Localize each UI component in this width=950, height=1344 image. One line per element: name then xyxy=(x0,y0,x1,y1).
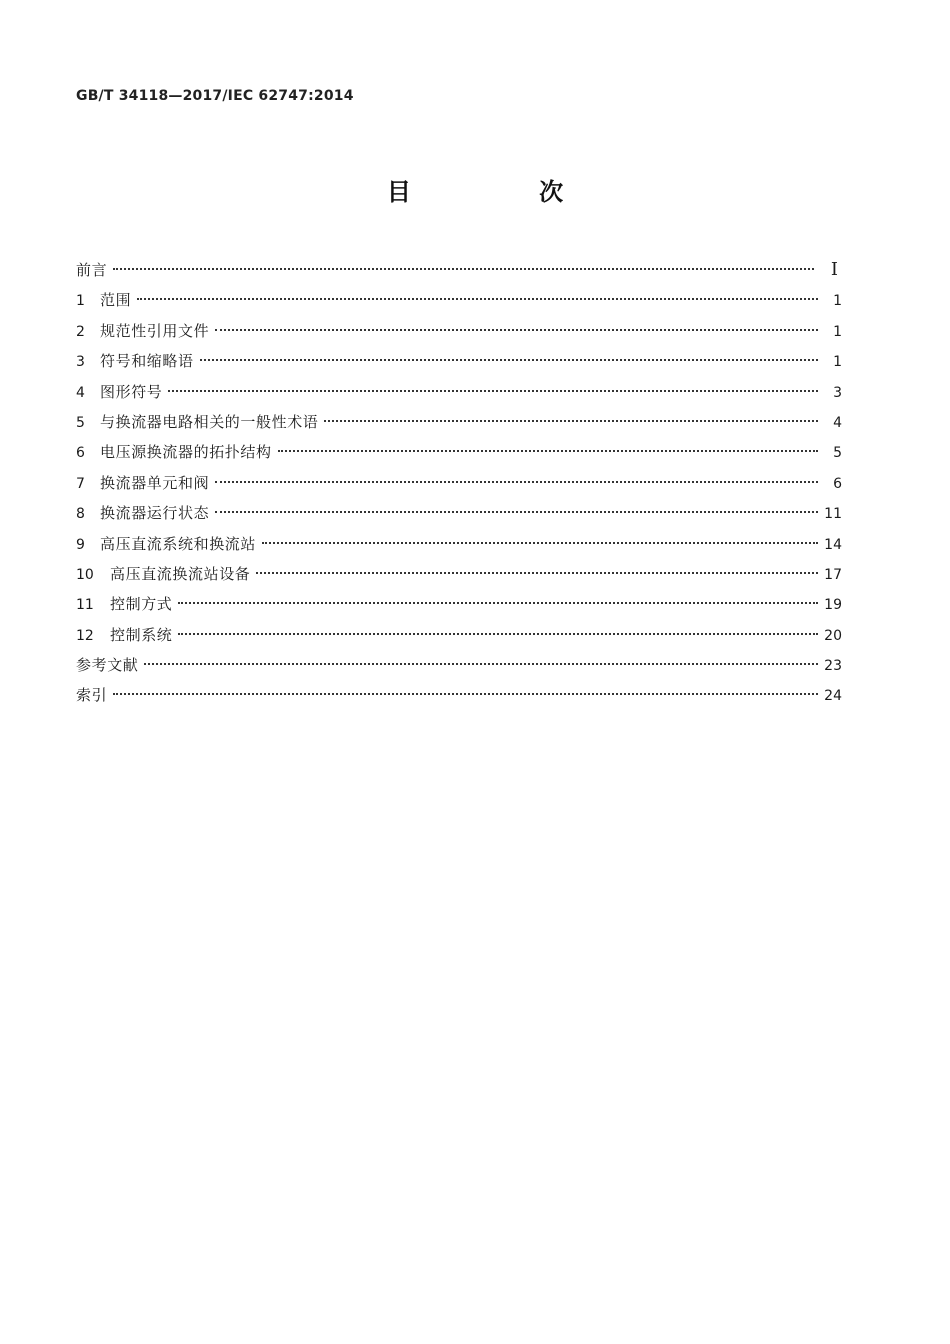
toc-entry-label: 控制方式 xyxy=(110,595,173,614)
dot-leader xyxy=(215,511,818,513)
toc-entry[interactable] xyxy=(76,498,842,528)
toc-entry-page: 11 xyxy=(824,506,842,523)
dot-leader xyxy=(178,633,818,635)
toc-entry-number: 12 xyxy=(76,627,94,644)
toc-entry-number: 1 xyxy=(76,293,85,310)
toc-entry-label: 前言 xyxy=(76,261,108,279)
toc-entry[interactable] xyxy=(76,620,842,650)
dot-leader xyxy=(113,693,818,695)
toc-entry-number: 5 xyxy=(76,414,85,431)
toc-entry[interactable] xyxy=(76,377,842,407)
toc-entry[interactable] xyxy=(76,316,842,346)
toc-entry-page: 17 xyxy=(824,566,842,583)
toc-title: 目 次 xyxy=(386,178,624,206)
dot-leader xyxy=(137,298,818,300)
toc-entry[interactable] xyxy=(76,468,842,498)
toc-entry-label: 符号和缩略语 xyxy=(100,352,194,371)
toc-entry-page: 23 xyxy=(824,658,842,675)
dot-leader xyxy=(168,390,818,392)
toc-entry-number: 8 xyxy=(76,506,85,523)
dot-leader xyxy=(144,663,818,665)
dot-leader xyxy=(178,602,818,604)
dot-leader xyxy=(262,542,818,544)
toc-entry[interactable] xyxy=(76,346,842,376)
toc-entry-page: 4 xyxy=(833,414,842,431)
toc-entry-label: 规范性引用文件 xyxy=(100,321,210,340)
toc-entry-label: 换流器单元和阀 xyxy=(100,473,210,492)
dot-leader xyxy=(113,268,814,270)
dot-leader xyxy=(324,420,818,422)
toc-entry-label: 范围 xyxy=(100,291,132,310)
toc-entry-number: 4 xyxy=(76,384,85,401)
dot-leader xyxy=(215,481,818,483)
toc-entry-label: 索引 xyxy=(76,686,108,705)
toc-entry-page: 3 xyxy=(833,384,842,401)
toc-entry-label: 图形符号 xyxy=(100,382,163,401)
toc-entry[interactable] xyxy=(76,437,842,467)
toc-entry-number: 2 xyxy=(76,323,85,340)
toc-entry-label: 电压源换流器的拓扑结构 xyxy=(100,443,272,462)
table-of-contents xyxy=(76,255,842,711)
toc-entry-page: 20 xyxy=(824,627,842,644)
toc-entry-number: 3 xyxy=(76,354,85,371)
toc-entry-page: I xyxy=(830,259,838,280)
toc-entry[interactable] xyxy=(76,559,842,589)
standard-number-header: GB/T 34118—2017/IEC 62747:2014 xyxy=(76,88,354,104)
toc-entry-label: 高压直流系统和换流站 xyxy=(100,534,257,553)
toc-entry-number: 6 xyxy=(76,445,85,462)
toc-entry-page: 5 xyxy=(833,445,842,462)
dot-leader xyxy=(256,572,818,574)
toc-entry[interactable] xyxy=(76,650,842,680)
toc-entry[interactable] xyxy=(76,529,842,559)
toc-entry-number: 10 xyxy=(76,566,94,583)
toc-entry-page: 14 xyxy=(824,536,842,553)
toc-entry-page: 1 xyxy=(833,323,842,340)
dot-leader xyxy=(278,450,818,452)
toc-entry[interactable] xyxy=(76,255,842,285)
toc-entry-number: 9 xyxy=(76,536,85,553)
toc-entry-page: 19 xyxy=(824,597,842,614)
toc-entry-label: 换流器运行状态 xyxy=(100,504,210,523)
toc-entry-page: 24 xyxy=(824,688,842,705)
toc-entry-label: 高压直流换流站设备 xyxy=(110,564,251,583)
toc-entry-page: 1 xyxy=(833,354,842,371)
toc-entry[interactable] xyxy=(76,680,842,710)
toc-entry-page: 1 xyxy=(833,293,842,310)
toc-entry-label: 参考文献 xyxy=(76,656,139,675)
dot-leader xyxy=(200,359,818,361)
toc-entry[interactable] xyxy=(76,285,842,315)
toc-entry-number: 7 xyxy=(76,475,85,492)
dot-leader xyxy=(215,329,818,331)
toc-entry-label: 与换流器电路相关的一般性术语 xyxy=(100,412,319,431)
toc-entry-page: 6 xyxy=(833,475,842,492)
toc-entry-number: 11 xyxy=(76,597,94,614)
toc-entry[interactable] xyxy=(76,589,842,619)
toc-entry[interactable] xyxy=(76,407,842,437)
toc-entry-label: 控制系统 xyxy=(110,625,173,644)
